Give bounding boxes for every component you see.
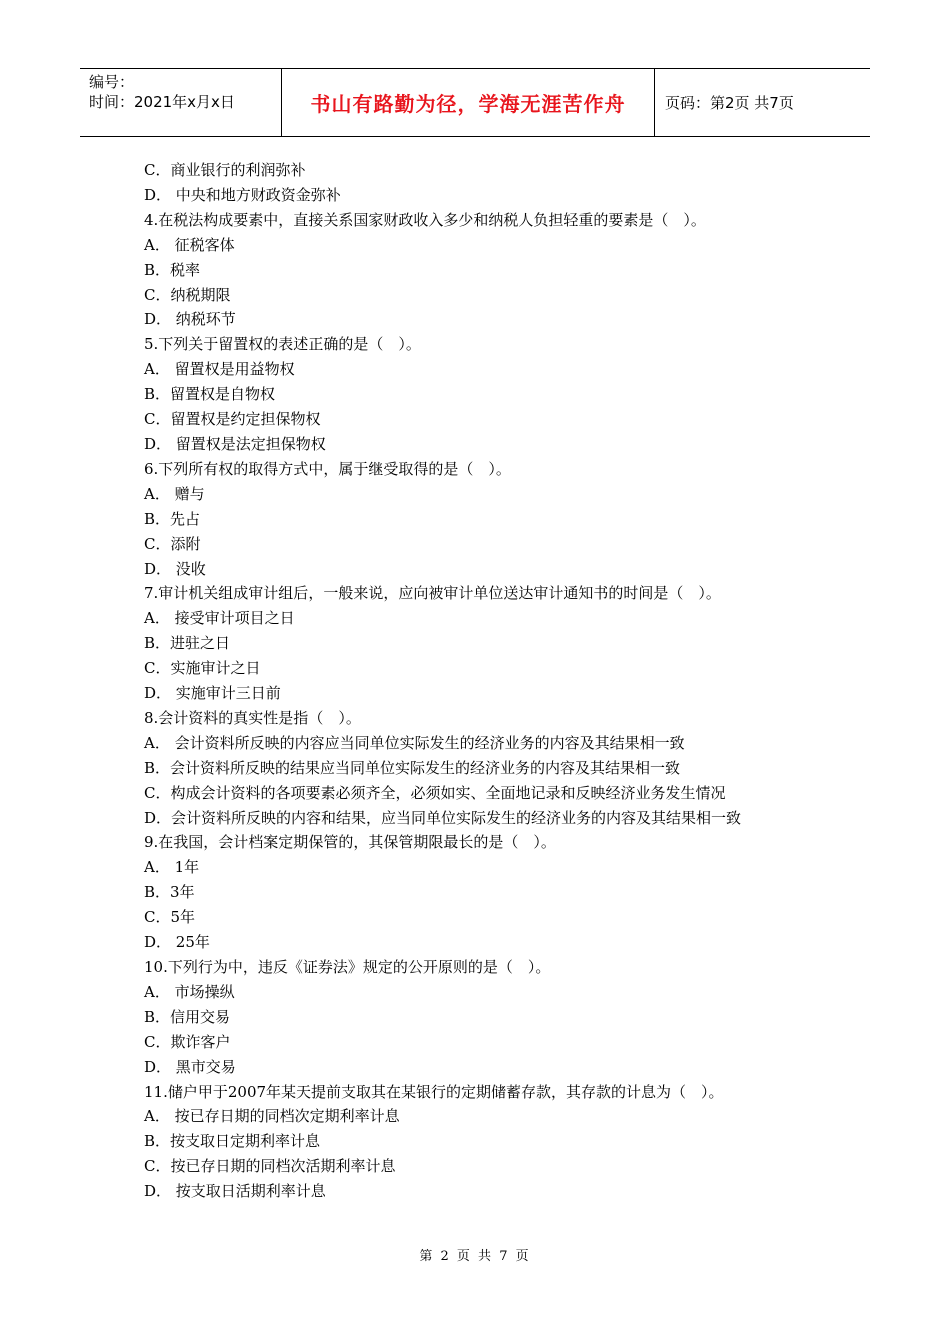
header-number-label: 编号：	[89, 73, 135, 91]
option-line: B．按支取日定期利率计息	[144, 1132, 321, 1151]
option-line: A． 赠与	[144, 484, 205, 503]
question-4: 4.在税法构成要素中，直接关系国家财政收入多少和纳税人负担轻重的要素是（ ）。	[144, 210, 706, 229]
question-10: 10.下列行为中，违反《证券法》规定的公开原则的是（ ）。	[144, 958, 551, 976]
question-8: 8.会计资料的真实性是指（ ）。	[144, 708, 361, 727]
page-footer: 第 2 页 共 7 页	[419, 1249, 531, 1264]
option-line: B．进驻之日	[144, 634, 231, 653]
option-line: A． 市场操纵	[144, 982, 235, 1001]
option-line: B．会计资料所反映的结果应当同单位实际发生的经济业务的内容及其结果相一致	[144, 758, 681, 777]
question-6: 6.下列所有权的取得方式中，属于继受取得的是（ ）。	[144, 459, 511, 478]
option-line: B．先占	[144, 509, 201, 528]
option-line: A． 接受审计项目之日	[144, 609, 295, 628]
option-line: C．5年	[144, 908, 196, 927]
option-line: C．实施审计之日	[144, 659, 261, 678]
option-line: D． 纳税环节	[144, 310, 236, 329]
option-line: D． 实施审计三日前	[144, 684, 281, 703]
option-line: B．3年	[144, 883, 195, 902]
option-line: D． 没收	[144, 559, 206, 578]
header-date: 时间：2021年x月x日	[89, 93, 235, 111]
option-line: B．信用交易	[144, 1007, 231, 1026]
question-5: 5.下列关于留置权的表述正确的是（ ）。	[144, 335, 421, 354]
option-line: A． 会计资料所反映的内容应当同单位实际发生的经济业务的内容及其结果相一致	[144, 733, 685, 752]
option-line: B．留置权是自物权	[144, 385, 276, 404]
option-line: D． 留置权是法定担保物权	[144, 434, 326, 453]
option-line: D． 按支取日活期利率计息	[144, 1182, 326, 1201]
option-line: D． 25年	[144, 933, 210, 952]
header-meta	[80, 69, 282, 136]
option-line: A． 按已存日期的同档次定期利率计息	[144, 1107, 400, 1126]
question-list	[144, 158, 814, 1204]
option-line: C．欺诈客户	[144, 1032, 231, 1051]
option-line: C．添附	[144, 534, 201, 553]
option-line: A． 留置权是用益物权	[144, 360, 295, 379]
option-line: A． 1年	[144, 858, 200, 877]
page-header	[80, 68, 870, 137]
option-line: D． 黑市交易	[144, 1057, 236, 1076]
option-line: B．税率	[144, 260, 201, 279]
question-7: 7.审计机关组成审计组后，一般来说，应向被审计单位送达审计通知书的时间是（ ）。	[144, 584, 721, 603]
header-motto: 书山有路勤为径，学海无涯苦作舟	[282, 69, 655, 136]
option-line: C．纳税期限	[144, 285, 231, 304]
question-11: 11.储户甲于2007年某天提前支取其在某银行的定期储蓄存款，其存款的计息为（ ）。	[144, 1082, 724, 1101]
option-line: C．留置权是约定担保物权	[144, 410, 321, 429]
header-page-info: 页码：第2页 共7页	[665, 94, 794, 112]
option-line: D．会计资料所反映的内容和结果，应当同单位实际发生的经济业务的内容及其结果相一致	[144, 808, 742, 827]
text-line: D． 中央和地方财政资金弥补	[144, 185, 341, 204]
option-line: C．构成会计资料的各项要素必须齐全，必须如实、全面地记录和反映经济业务发生情况	[144, 783, 726, 802]
text-line: C．商业银行的利润弥补	[144, 161, 306, 179]
option-line: A． 征税客体	[144, 235, 235, 254]
question-9: 9.在我国，会计档案定期保管的，其保管期限最长的是（ ）。	[144, 833, 556, 852]
option-line: C．按已存日期的同档次活期利率计息	[144, 1157, 396, 1176]
